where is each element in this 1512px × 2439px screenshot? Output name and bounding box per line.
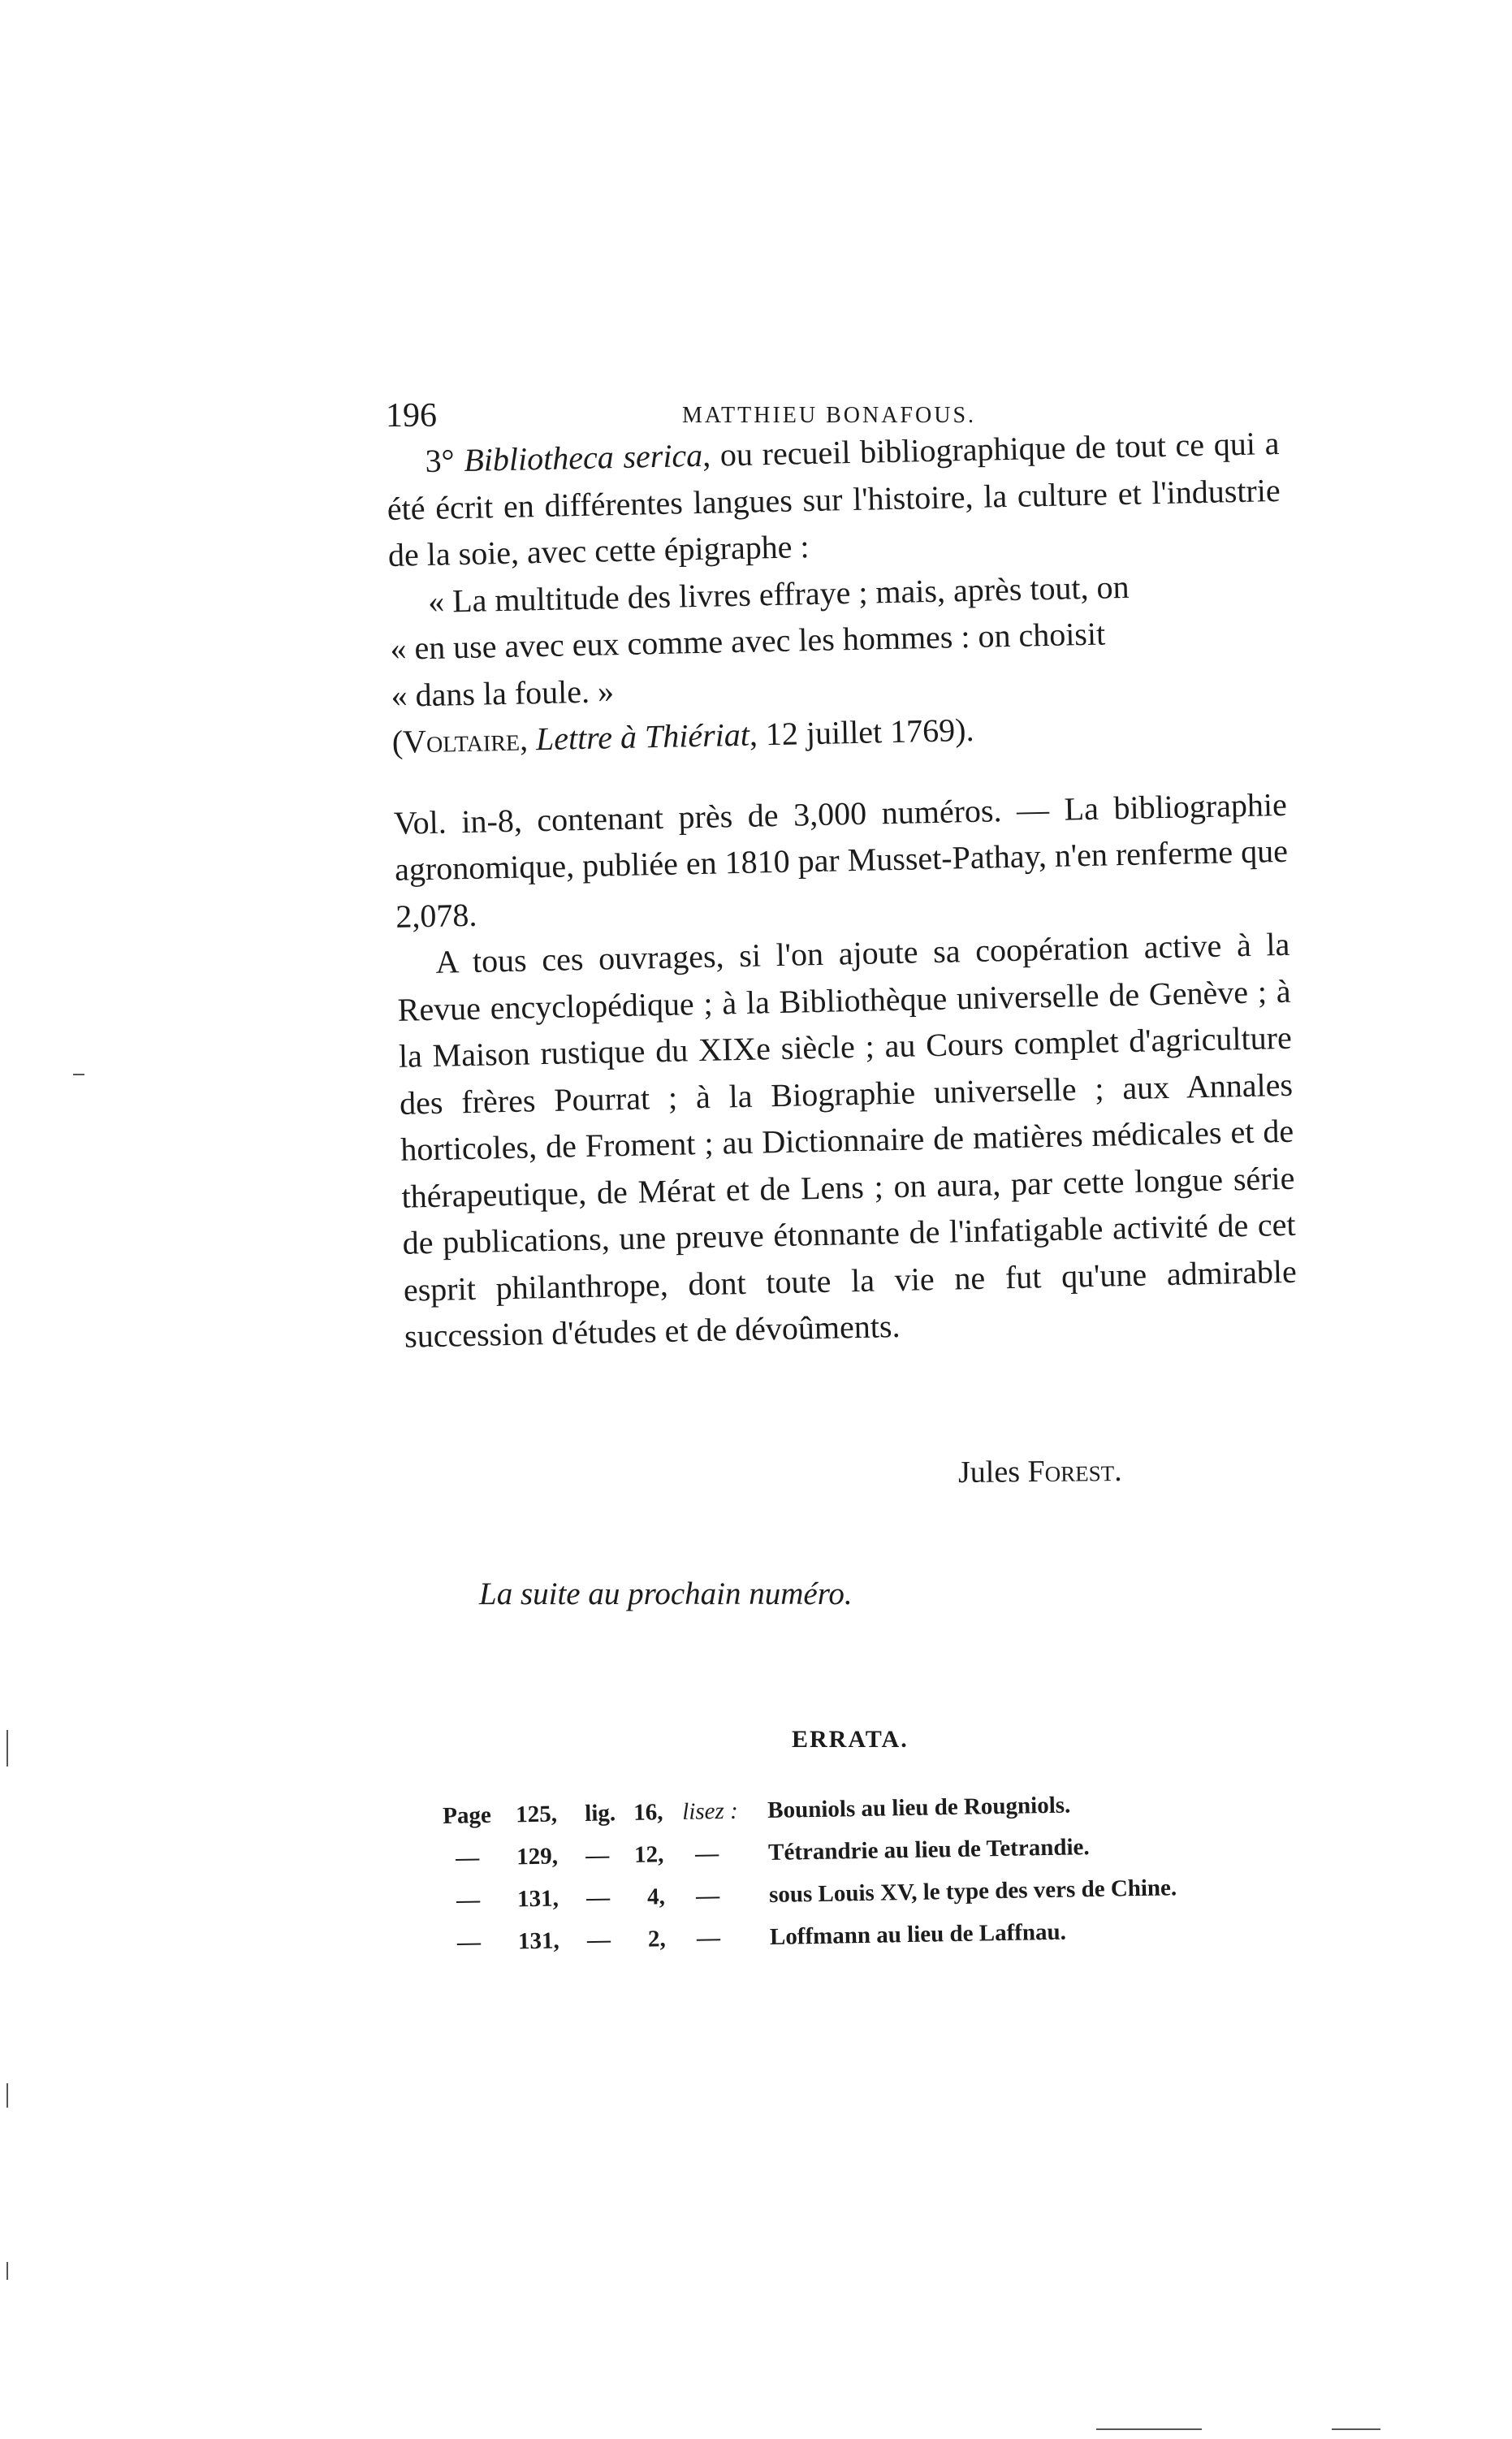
epigraph-citation: (Voltaire, Lettre à Thiériat, 12 juillet 1769). xyxy=(391,711,974,760)
scan-artifact xyxy=(73,1074,84,1075)
paragraph-volume: Vol. in-8, contenant près de 3,000 numéros. — La bibliographie agronomique, publiée en 1810 par Musset-Pathay, n'en renferme que 2,078. xyxy=(393,785,1289,935)
paragraph-text: , ou recueil bibliographique de tout ce qui a été écrit en différentes langues sur l'histoire, la culture et l'industrie de la soie, avec cette épigraphe : xyxy=(387,424,1281,573)
scan-artifact xyxy=(6,1730,8,1767)
page-number: 196 xyxy=(386,397,437,435)
epigraph-line: « La multitude des livres effraye ; mais, après tout, on xyxy=(427,568,1130,620)
errata-row: — 131, — 4, — sous Louis XV, le type des vers de Chine. xyxy=(456,1875,1177,1914)
citation-author: Voltaire xyxy=(402,720,521,760)
errata-title: ERRATA. xyxy=(792,1726,909,1753)
epigraph-line: « dans la foule. » xyxy=(391,672,615,714)
item-number: 3° xyxy=(425,442,456,479)
main-text xyxy=(386,420,1298,1360)
signature-first-name: Jules xyxy=(957,1455,1021,1490)
errata-table xyxy=(443,1788,1298,1972)
work-title: Bibliotheca serica xyxy=(463,436,703,478)
paragraph-contributions: A tous ces ouvrages, si l'on ajoute sa coopération active à la Revue encyclopédique ; à la Bibliothèque universelle de Genève ; à la Maison rustique du XIXe siècle ; au Cours complet d'agriculture des frères Pourrat ; à la Biographie universelle ; aux Annales horticoles, de Froment ; au Dictionnaire de matières médicales et de thérapeutique, de Mérat et de Lens ; on aura, par cette longue série de publications, une preuve étonnante de l'infatigable activité de cet esprit philanthrope, dont toute la vie ne fut qu'une admirable succession d'études et de dévoûments. xyxy=(397,925,1298,1355)
running-head: MATTHIEU BONAFOUS. xyxy=(682,403,977,428)
citation-date: , 12 juillet 1769). xyxy=(749,711,974,753)
errata-row: — 129, — 12, — Tétrandrie au lieu de Tetrandie. xyxy=(455,1834,1090,1871)
citation-work: Lettre à Thiériat xyxy=(535,716,750,758)
paragraph-bibliotheca xyxy=(386,420,1281,578)
errata-row: — 131, — 2, — Loffmann au lieu de Laffnau. xyxy=(456,1918,1067,1956)
scan-artifact xyxy=(1096,2428,1202,2430)
continuation-note: La suite au prochain numéro. xyxy=(479,1576,853,1611)
epigraph-line: « en use avec eux comme avec les hommes : on choisit xyxy=(389,615,1106,667)
scan-artifact xyxy=(6,2083,8,2108)
errata-row: Page 125, lig. 16, lisez : Bouniols au lieu de Rougniols. xyxy=(443,1792,1071,1829)
signature xyxy=(958,1453,1122,1490)
scan-artifact xyxy=(1332,2428,1380,2430)
epigraph xyxy=(389,560,1285,718)
scan-artifact xyxy=(6,2262,8,2280)
signature-last-name: Forest. xyxy=(1027,1453,1122,1490)
